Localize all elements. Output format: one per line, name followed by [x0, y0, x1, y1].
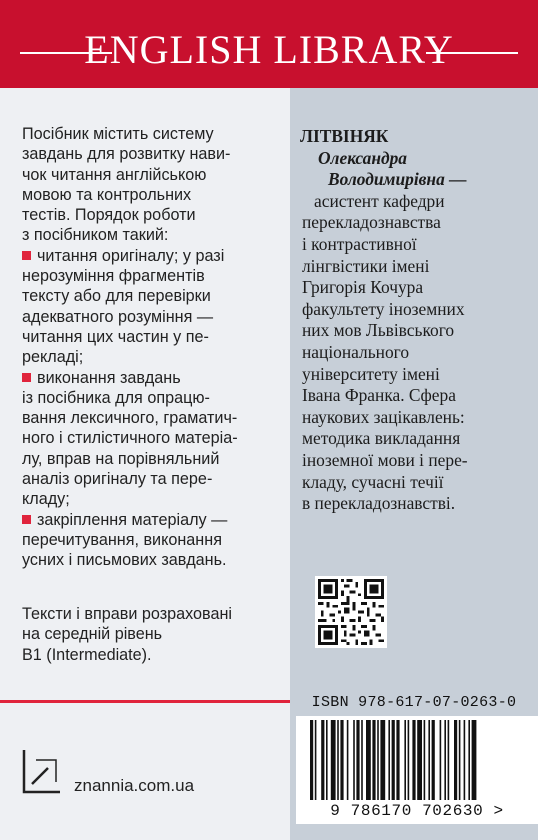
bio-line: іноземної мови і пере-	[302, 449, 468, 470]
bullet-line: вання лексичного, граматич-	[22, 409, 238, 428]
note-line: на середній рівень	[22, 625, 163, 644]
author-patronymic-line: Володимирівна —	[328, 169, 467, 190]
publisher-website[interactable]: znannia.com.ua	[74, 776, 195, 795]
bullet-line: лу, вправ на порівняльний	[22, 449, 220, 468]
barcode-bar	[361, 720, 363, 800]
red-square-bullet-icon	[22, 373, 31, 382]
bio-line: університету імені	[302, 363, 440, 384]
barcode-bar	[380, 720, 385, 800]
bio-line: перекладознавства	[302, 212, 441, 233]
barcode-bar	[440, 720, 442, 800]
bio-line: методика викладання	[302, 428, 461, 449]
intro-line: з посібником такий:	[22, 226, 169, 245]
barcode-bar	[428, 720, 430, 800]
bullet-line: читання цих частин у пе-	[22, 327, 209, 346]
red-divider	[0, 700, 290, 703]
barcode-bar	[404, 720, 406, 800]
barcode-bar	[388, 720, 390, 800]
intro-line: тестів. Порядок роботи	[22, 206, 196, 225]
barcode-bar	[454, 720, 457, 800]
bullet-line: із посібника для опрацю-	[22, 388, 210, 407]
barcode-digits: 9 786170 702630 >	[296, 802, 538, 824]
barcode-bar	[321, 720, 324, 800]
intro-line: мовою та контрольних	[22, 185, 192, 204]
bullet-line: виконання завдань	[22, 368, 284, 388]
barcode-bar	[459, 720, 461, 800]
barcode-bar	[464, 720, 466, 800]
barcode-bar	[444, 720, 446, 800]
barcode-bars-icon	[296, 716, 538, 802]
bio-line: національного	[302, 341, 410, 362]
barcode-bar	[412, 720, 415, 800]
barcode-bar	[424, 720, 426, 800]
author-given-name: Олександра	[318, 147, 407, 168]
red-square-bullet-icon	[22, 251, 31, 260]
bio-line: асистент кафедри	[314, 190, 445, 211]
red-square-bullet-icon	[22, 515, 31, 524]
note-line: Тексти і вправи розраховані	[22, 605, 233, 623]
barcode-bar	[396, 720, 399, 800]
barcode-bar	[340, 720, 343, 800]
author-surname: ЛІТВІНЯК	[300, 126, 389, 146]
publisher-logo-icon	[22, 748, 62, 794]
bullet-line: аналіз оригіналу та пере-	[22, 470, 213, 489]
bio-line: наукових зацікавлень:	[302, 406, 465, 427]
barcode-bar	[377, 720, 379, 800]
description-text	[22, 124, 284, 571]
barcode-bar	[472, 720, 477, 800]
bio-line: і контрастивної	[302, 233, 417, 254]
barcode-bar	[331, 720, 336, 800]
bio-line: лінгвістики імені	[302, 255, 430, 276]
bio-line: факультету іноземних	[302, 298, 465, 319]
bio-line: них мов Львівського	[302, 320, 455, 341]
barcode-bar	[417, 720, 422, 800]
bullet-line: ного і стилістичного матеріа-	[22, 429, 238, 448]
qr-code-icon	[315, 576, 387, 648]
barcode-bar	[366, 720, 371, 800]
barcode-bar	[448, 720, 450, 800]
bio-line: Григорія Кочура	[302, 277, 424, 298]
barcode-bar	[353, 720, 355, 800]
bullet-line: читання оригіналу; у разі	[22, 246, 284, 266]
barcode-bar	[372, 720, 375, 800]
bullet-line: адекватного розуміння —	[22, 307, 214, 326]
intro-line: завдань для розвитку нави-	[22, 145, 231, 164]
intro-line: чок читання англійською	[22, 165, 207, 184]
barcode-bar	[315, 720, 317, 800]
author-bio	[300, 126, 532, 515]
bullet-line: кладу;	[22, 490, 70, 509]
series-header	[0, 0, 538, 88]
barcode-bar	[468, 720, 470, 800]
bullet-line: закріплення матеріалу —	[22, 510, 284, 530]
bio-line: Івана Франка. Сфера	[302, 385, 456, 406]
barcode-bar	[337, 720, 339, 800]
bullet-line: нерозуміння фрагментів	[22, 267, 205, 286]
intro-line: Посібник містить систему	[22, 125, 214, 143]
bio-line: в перекладознавстві.	[302, 493, 456, 514]
barcode	[296, 716, 538, 802]
bullet-line: тексту або для перевірки	[22, 287, 211, 306]
barcode-bar	[408, 720, 410, 800]
barcode-bar	[310, 720, 313, 800]
note-line: B1 (Intermediate).	[22, 645, 152, 664]
bullet-line: рекладі;	[22, 348, 84, 367]
bullet-line: перечитування, виконання	[22, 530, 222, 549]
level-note	[22, 604, 284, 665]
barcode-bar	[392, 720, 395, 800]
bullet-line: усних і письмових завдань.	[22, 551, 227, 570]
bio-line: кладу, сучасні течії	[302, 471, 444, 492]
barcode-bar	[347, 720, 349, 800]
barcode-bar	[356, 720, 359, 800]
series-title: ENGLISH LIBRARY	[84, 27, 454, 72]
barcode-bar	[432, 720, 435, 800]
isbn-label: ISBN 978-617-07-0263-0	[311, 694, 517, 711]
barcode-bar	[326, 720, 328, 800]
